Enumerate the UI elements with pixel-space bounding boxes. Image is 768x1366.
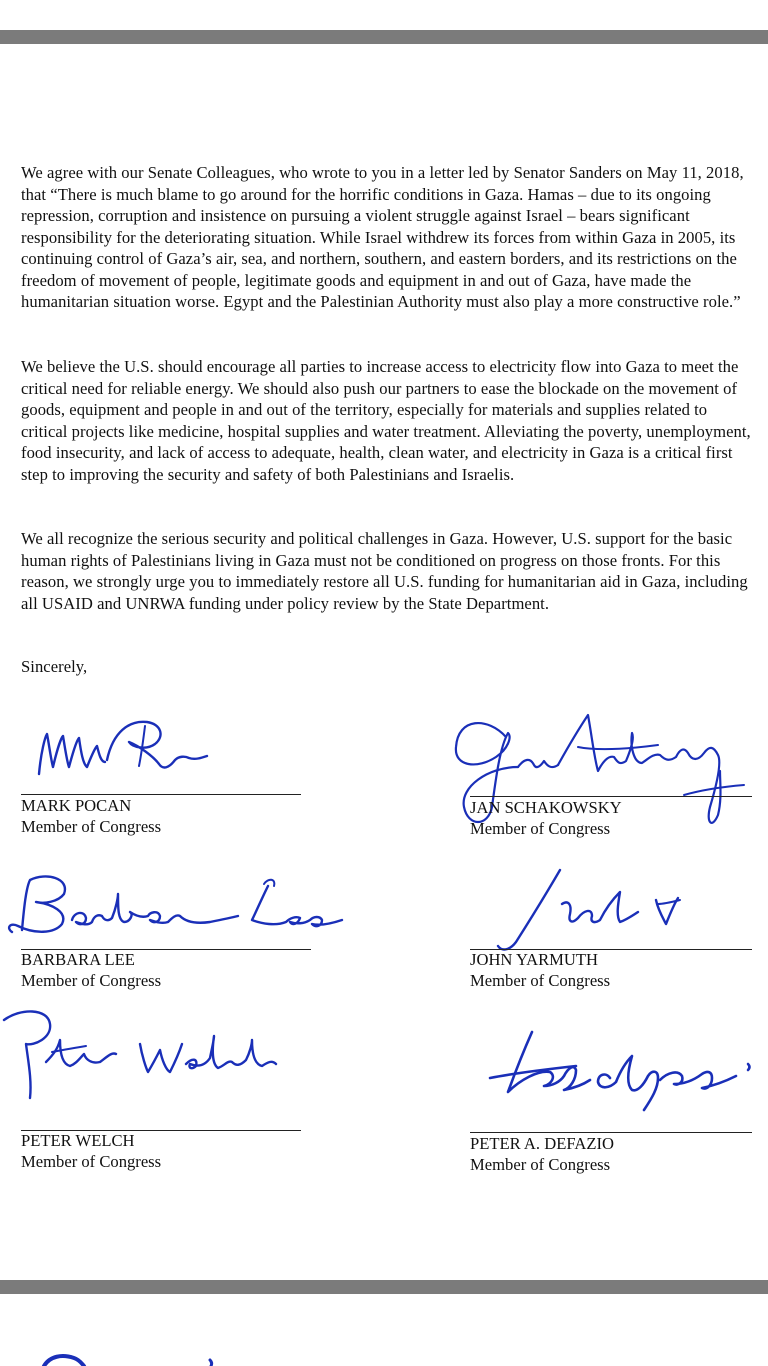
signatory-name: PETER A. DEFAZIO: [470, 1134, 614, 1153]
handwritten-signature: [0, 868, 360, 948]
signature-block-john-yarmuth: [470, 864, 760, 990]
signatory-title: Member of Congress: [470, 971, 611, 990]
handwritten-signature: [480, 1026, 760, 1116]
signatory-title: Member of Congress: [21, 971, 162, 990]
page-separator-bottom: [0, 1280, 768, 1294]
signature-line: [470, 1132, 752, 1133]
signature-block-peter-defazio: [470, 1026, 760, 1174]
letter-page: [0, 44, 768, 1280]
handwritten-signature: [480, 864, 720, 954]
next-page-signature-fragment: [40, 1350, 220, 1366]
signatory-name: BARBARA LEE: [21, 950, 135, 969]
letter-paragraph: We believe the U.S. should encourage all parties to increase access to electricity flow into Gaza to meet the critical need for reliable energy. We should also push our partners to ease the blockade on the movement of goods, equipment and people in and out of the territory, especially for materials and supplies related to critical projects like medicine, hospital supplies and water treatment. Alleviating the poverty, unemployment, food insecurity, and lack of access to adequate, health, clean water, and electricity in Gaza is a critical first step to improving the security and safety of both Palestinians and Israelis.: [21, 357, 751, 484]
signatory-name: JOHN YARMUTH: [470, 950, 598, 969]
signature-block-mark-pocan: [21, 712, 311, 836]
signatory-title: Member of Congress: [21, 817, 162, 836]
letter-paragraph: We agree with our Senate Colleagues, who wrote to you in a letter led by Senator Sanders on May 11, 2018, that “There is much blame to go around for the horrific conditions in Gaza. Hamas – due to its ongoing repression, corruption and insistence on pursuing a violent struggle against Israel – bears significant responsibility for the deteriorating situation. While Israel withdrew its forces from within Gaza in 2005, its continuing control of Gaza’s air, sea, and northern, southern, and eastern borders, and its restrictions on the freedom of movement of people, legitimate goods and equipment in and out of Gaza, have made the humanitarian situation worse. Egypt and the Palestinian Authority must also play a more constructive role.”: [21, 163, 744, 311]
signatory-title: Member of Congress: [21, 1152, 162, 1171]
signatory-title: Member of Congress: [470, 819, 611, 838]
page-separator-top: [0, 30, 768, 44]
signatory-name: PETER WELCH: [21, 1131, 135, 1150]
signatory-name: MARK POCAN: [21, 796, 132, 815]
handwritten-signature: [0, 1004, 300, 1104]
signatory-title: Member of Congress: [470, 1155, 611, 1174]
letter-paragraph: We all recognize the serious security and political challenges in Gaza. However, U.S. support for the basic human rights of Palestinians living in Gaza must not be conditioned on progress on those fronts. For this reason, we strongly urge you to immediately restore all U.S. funding for humanitarian aid in Gaza, including all USAID and UNRWA funding under policy review by the State Department.: [21, 529, 748, 613]
signature-line: [21, 794, 301, 795]
signatory-name: JAN SCHAKOWSKY: [470, 798, 622, 817]
signature-line: [470, 796, 752, 797]
signature-block-barbara-lee: [21, 864, 311, 990]
signature-block-jan-schakowsky: [470, 712, 760, 852]
letter-closing: Sincerely,: [21, 657, 88, 676]
signature-block-peter-welch: [21, 1004, 311, 1171]
handwritten-signature: [29, 712, 229, 782]
